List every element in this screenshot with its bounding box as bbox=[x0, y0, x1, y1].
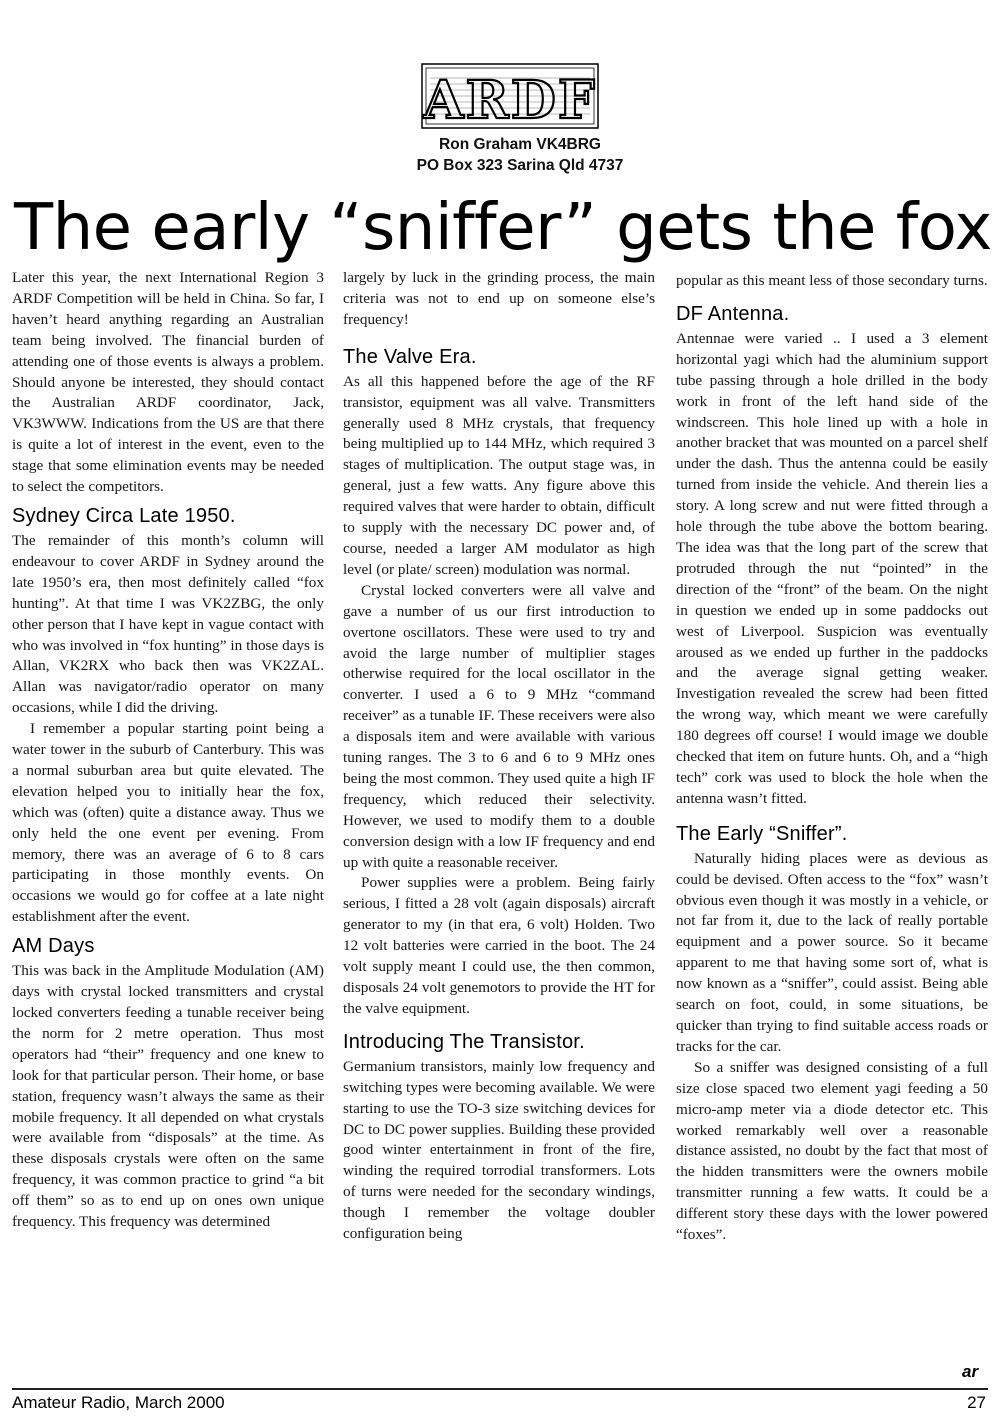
column-2 bbox=[343, 268, 655, 1245]
logo-text: ARDF bbox=[423, 70, 597, 131]
paragraph: I remember a popular starting point being a water tower in the suburb of Canterbury. This was a normal suburban area but quite elevated. The elevation helped you to initially hear the fox, which was (often) quite a distance away. Thus we only held the one event per evening. From memory, there was an average of 6 to 8 cars participating in those monthly events. On occasions we would go for coffee at a late night establishment after the event. bbox=[12, 720, 324, 926]
paragraph: Later this year, the next International Region 3 ARDF Competition will be held in China. So far, I haven’t heard anything regarding an Australian team being involved. The financial burden of attending one of those events is always a problem. Should anyone be interested, they should contact the Australian ARDF coordinator, Jack, VK3WWW. Indications from the US are that there is quite a lot of interest in the event, even to the stage that some elimination events may be needed to select the competitors. bbox=[12, 269, 324, 496]
ardf-logo-graphic bbox=[420, 60, 600, 132]
paragraph: As all this happened before the age of the RF transistor, equipment was all valve. Transmitters generally used 8 MHz crystals, that frequency being multiplied up to 144 MHz, which required 3 stages of multiplication. The output stage was, in general, just a few watts. Any figure above this required valves that were harder to obtain, difficult to supply with the necessary DC power and, of course, needed a larger AM modulator as high level (or plate/ screen) modulation was normal. bbox=[343, 372, 655, 578]
section-heading: AM Days bbox=[12, 935, 95, 958]
paragraph: Germanium transistors, mainly low frequency and switching types were becoming available. We were starting to use the TO-3 size switching devices for DC to DC power supplies. Building these provided good winter entertainment in front of the fire, winding the required torrodial transformers. Lots of turns were needed for the secondary windings, though I remember the voltage doubler configuration being bbox=[343, 1057, 655, 1243]
paragraph: popular as this meant less of those secondary turns. bbox=[676, 272, 988, 289]
paragraph: Naturally hiding places were as devious as could be devised. Often access to the “fox” wasn’t obvious even though it was mostly in a vehicle, or not far from it, due to the lack of really portable equipment and a power source. So it became apparent to me that having some sort of, what is now known as a “sniffer”, could assist. Being able search on foot, could, in some situations, be quicker than trying to find suitable access roads or tracks for the car. bbox=[676, 849, 988, 1055]
paragraph: Power supplies were a problem. Being fairly serious, I fitted a 28 volt (again disposals) aircraft generator to my (in that era, 6 volt) Holden. Two 12 volt batteries were carried in the boot. The 24 volt supply meant I could use, the then common, disposals 24 volt genemotors to provide the HT for the valve equipment. bbox=[343, 874, 655, 1017]
section-heading: The Early “Sniffer”. bbox=[676, 822, 848, 845]
paragraph: The remainder of this month’s column will endeavour to cover ARDF in Sydney around the late 1950’s era, then most definitely called “fox hunting”. At that time I was VK2ZBG, the only other person that I have kept in vague contact with who was involved in “fox hunting” in those days is Allan, VK2RX who back then was VK2ZAL. Allan was navigator/radio operator on many occasions, while I did the driving. bbox=[12, 531, 324, 717]
paragraph: Crystal locked converters were all valve and gave a number of us our first introduction to overtone oscillators. These were used to try and avoid the large number of multiplier stages otherwise required for the local oscillator in the converter. I used a 6 to 9 MHz “command receiver” as a tunable IF. These receivers were also a disposals item and were available with various tuning ranges. The 3 to 6 and 6 to 9 MHz ones being the most common. They used quite a high IF frequency, which reduced their selectivity. However, we used to modify them to a double conversion design with a low IF frequency and end up with quite a reasonable receiver. bbox=[343, 581, 655, 871]
column-3 bbox=[676, 271, 988, 1246]
paragraph: largely by luck in the grinding process, the main criteria was not to end up on someone else’s frequency! bbox=[343, 269, 655, 328]
paragraph: So a sniffer was designed consisting of a full size close spaced two element yagi feeding a 50 micro-amp meter via a diode detector etc. This worked remarkably well over a reasonable distance assisted, no doubt by the fact that most of the hidden transmitters were the owners mobile transmitter running a few watts. It could be a different story these days with the lower powered “foxes”. bbox=[676, 1058, 988, 1244]
publication-footer: Amateur Radio, March 2000 bbox=[12, 1393, 225, 1412]
page-number: 27 bbox=[967, 1393, 986, 1412]
section-heading: Sydney Circa Late 1950. bbox=[12, 504, 236, 527]
ardf-logo bbox=[420, 60, 600, 132]
section-heading: DF Antenna. bbox=[676, 302, 790, 325]
paragraph: This was back in the Amplitude Modulation (AM) days with crystal locked transmitters and crystal locked converters feeding a tunable receiver being the norm for 2 metre operation. Thus most operators had “their” frequency and one knew to look for that particular person. Their home, or base station, frequency wasn’t always the same as their mobile frequency. It all depended on what crystals were available from “disposals” at the time. As these disposals crystals were often on the same frequency, it was common practice to grind “a bit off them” so as to end up on ones own unique frequency. This frequency was determined bbox=[12, 962, 324, 1231]
column-1 bbox=[12, 268, 324, 1233]
end-of-article-mark: ar bbox=[962, 1362, 979, 1381]
section-heading: The Valve Era. bbox=[343, 345, 477, 368]
footer-rule bbox=[12, 1388, 988, 1390]
paragraph: Antennae were varied .. I used a 3 element horizontal yagi which had the aluminium support tube passing through a hole drilled in the body work in front of the left hand side of the windscreen. This hole lined up with a hole in another bracket that was mounted on a parcel shelf under the dash. Thus the antenna could be easily turned from inside the vehicle. And therein lies a story. A long screw and nut were fitted through a hole through the tube above the bottom bearing. The idea was that the long part of the screw that protruded through the nut “pointed” in the direction of the “front” of the beam. On the night in question we ended up in some paddocks out west of Liverpool. Suspicion was eventually aroused as we ended up further in the paddocks and the average signal getting weaker. Investigation revealed the screw had been fitted the wrong way, which meant we were carefully 180 degrees off course! I would image we double checked that item on future hunts. Oh, and a “high tech” cork was used to block the hole when the antenna wasn’t fitted. bbox=[676, 329, 988, 807]
author-name: Ron Graham VK4BRG bbox=[439, 136, 601, 153]
section-heading: Introducing The Transistor. bbox=[343, 1030, 585, 1053]
author-address: PO Box 323 Sarina Qld 4737 bbox=[416, 157, 624, 174]
article-title: The early “sniffer” gets the fox bbox=[14, 191, 992, 265]
